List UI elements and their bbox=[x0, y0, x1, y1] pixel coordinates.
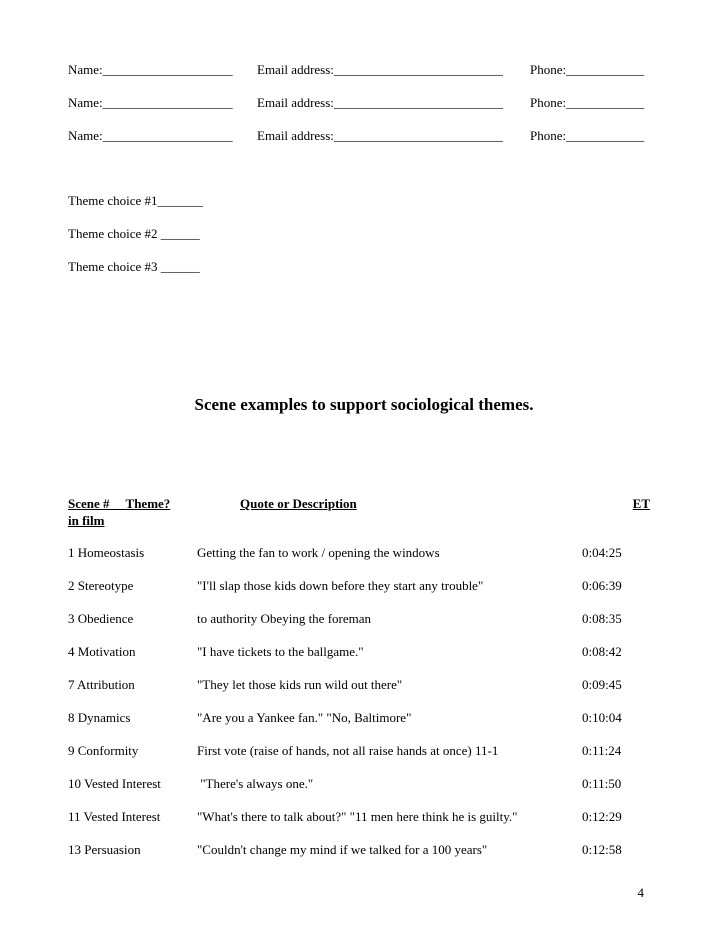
elapsed-time: 0:11:24 bbox=[582, 743, 622, 758]
theme-choice-1: Theme choice #1_______ bbox=[68, 193, 204, 208]
quote: to authority Obeying the foreman bbox=[197, 611, 372, 626]
header-et: ET bbox=[632, 496, 650, 511]
email-field: Email address:__________________________ bbox=[257, 128, 503, 143]
header-scene-theme: Scene # Theme? bbox=[68, 496, 171, 511]
quote: First vote (raise of hands, not all raise hands at once) 11-1 bbox=[197, 743, 499, 758]
section-heading: Scene examples to support sociological themes. bbox=[194, 395, 534, 414]
phone-field: Phone:____________ bbox=[530, 62, 645, 77]
name-field: Name:____________________ bbox=[68, 128, 233, 143]
quote: "They let those kids run wild out there" bbox=[197, 677, 403, 692]
elapsed-time: 0:11:50 bbox=[582, 776, 622, 791]
name-field: Name:____________________ bbox=[68, 95, 233, 110]
elapsed-time: 0:08:35 bbox=[582, 611, 622, 626]
scene-theme: 1 Homeostasis bbox=[68, 545, 145, 560]
theme-choice-3: Theme choice #3 ______ bbox=[68, 259, 200, 274]
theme-choice-2: Theme choice #2 ______ bbox=[68, 226, 200, 241]
elapsed-time: 0:12:58 bbox=[582, 842, 622, 857]
elapsed-time: 0:10:04 bbox=[582, 710, 622, 725]
elapsed-time: 0:04:25 bbox=[582, 545, 622, 560]
quote: "Are you a Yankee fan." "No, Baltimore" bbox=[197, 710, 412, 725]
scene-theme: 3 Obedience bbox=[68, 611, 134, 626]
name-field: Name:____________________ bbox=[68, 62, 233, 77]
quote: Getting the fan to work / opening the windows bbox=[197, 545, 440, 560]
scene-theme: 4 Motivation bbox=[68, 644, 136, 659]
elapsed-time: 0:06:39 bbox=[582, 578, 622, 593]
quote: "There's always one." bbox=[197, 776, 314, 791]
quote: "Couldn't change my mind if we talked for a 100 years" bbox=[197, 842, 488, 857]
quote: "What's there to talk about?" "11 men here think he is guilty." bbox=[197, 809, 518, 824]
scene-theme: 10 Vested Interest bbox=[68, 776, 161, 791]
elapsed-time: 0:09:45 bbox=[582, 677, 622, 692]
page-number: 4 bbox=[637, 885, 644, 900]
elapsed-time: 0:12:29 bbox=[582, 809, 622, 824]
header-quote: Quote or Description bbox=[240, 496, 357, 511]
email-field: Email address:__________________________ bbox=[257, 95, 503, 110]
scene-theme: 13 Persuasion bbox=[68, 842, 141, 857]
scene-theme: 2 Stereotype bbox=[68, 578, 134, 593]
header-in-film: in film bbox=[68, 513, 105, 528]
elapsed-time: 0:08:42 bbox=[582, 644, 622, 659]
scene-theme: 7 Attribution bbox=[68, 677, 135, 692]
quote: "I have tickets to the ballgame." bbox=[197, 644, 364, 659]
phone-field: Phone:____________ bbox=[530, 95, 645, 110]
scene-theme: 8 Dynamics bbox=[68, 710, 131, 725]
scene-theme: 11 Vested Interest bbox=[68, 809, 161, 824]
email-field: Email address:__________________________ bbox=[257, 62, 503, 77]
scene-theme: 9 Conformity bbox=[68, 743, 139, 758]
phone-field: Phone:____________ bbox=[530, 128, 645, 143]
quote: "I'll slap those kids down before they start any trouble" bbox=[197, 578, 484, 593]
